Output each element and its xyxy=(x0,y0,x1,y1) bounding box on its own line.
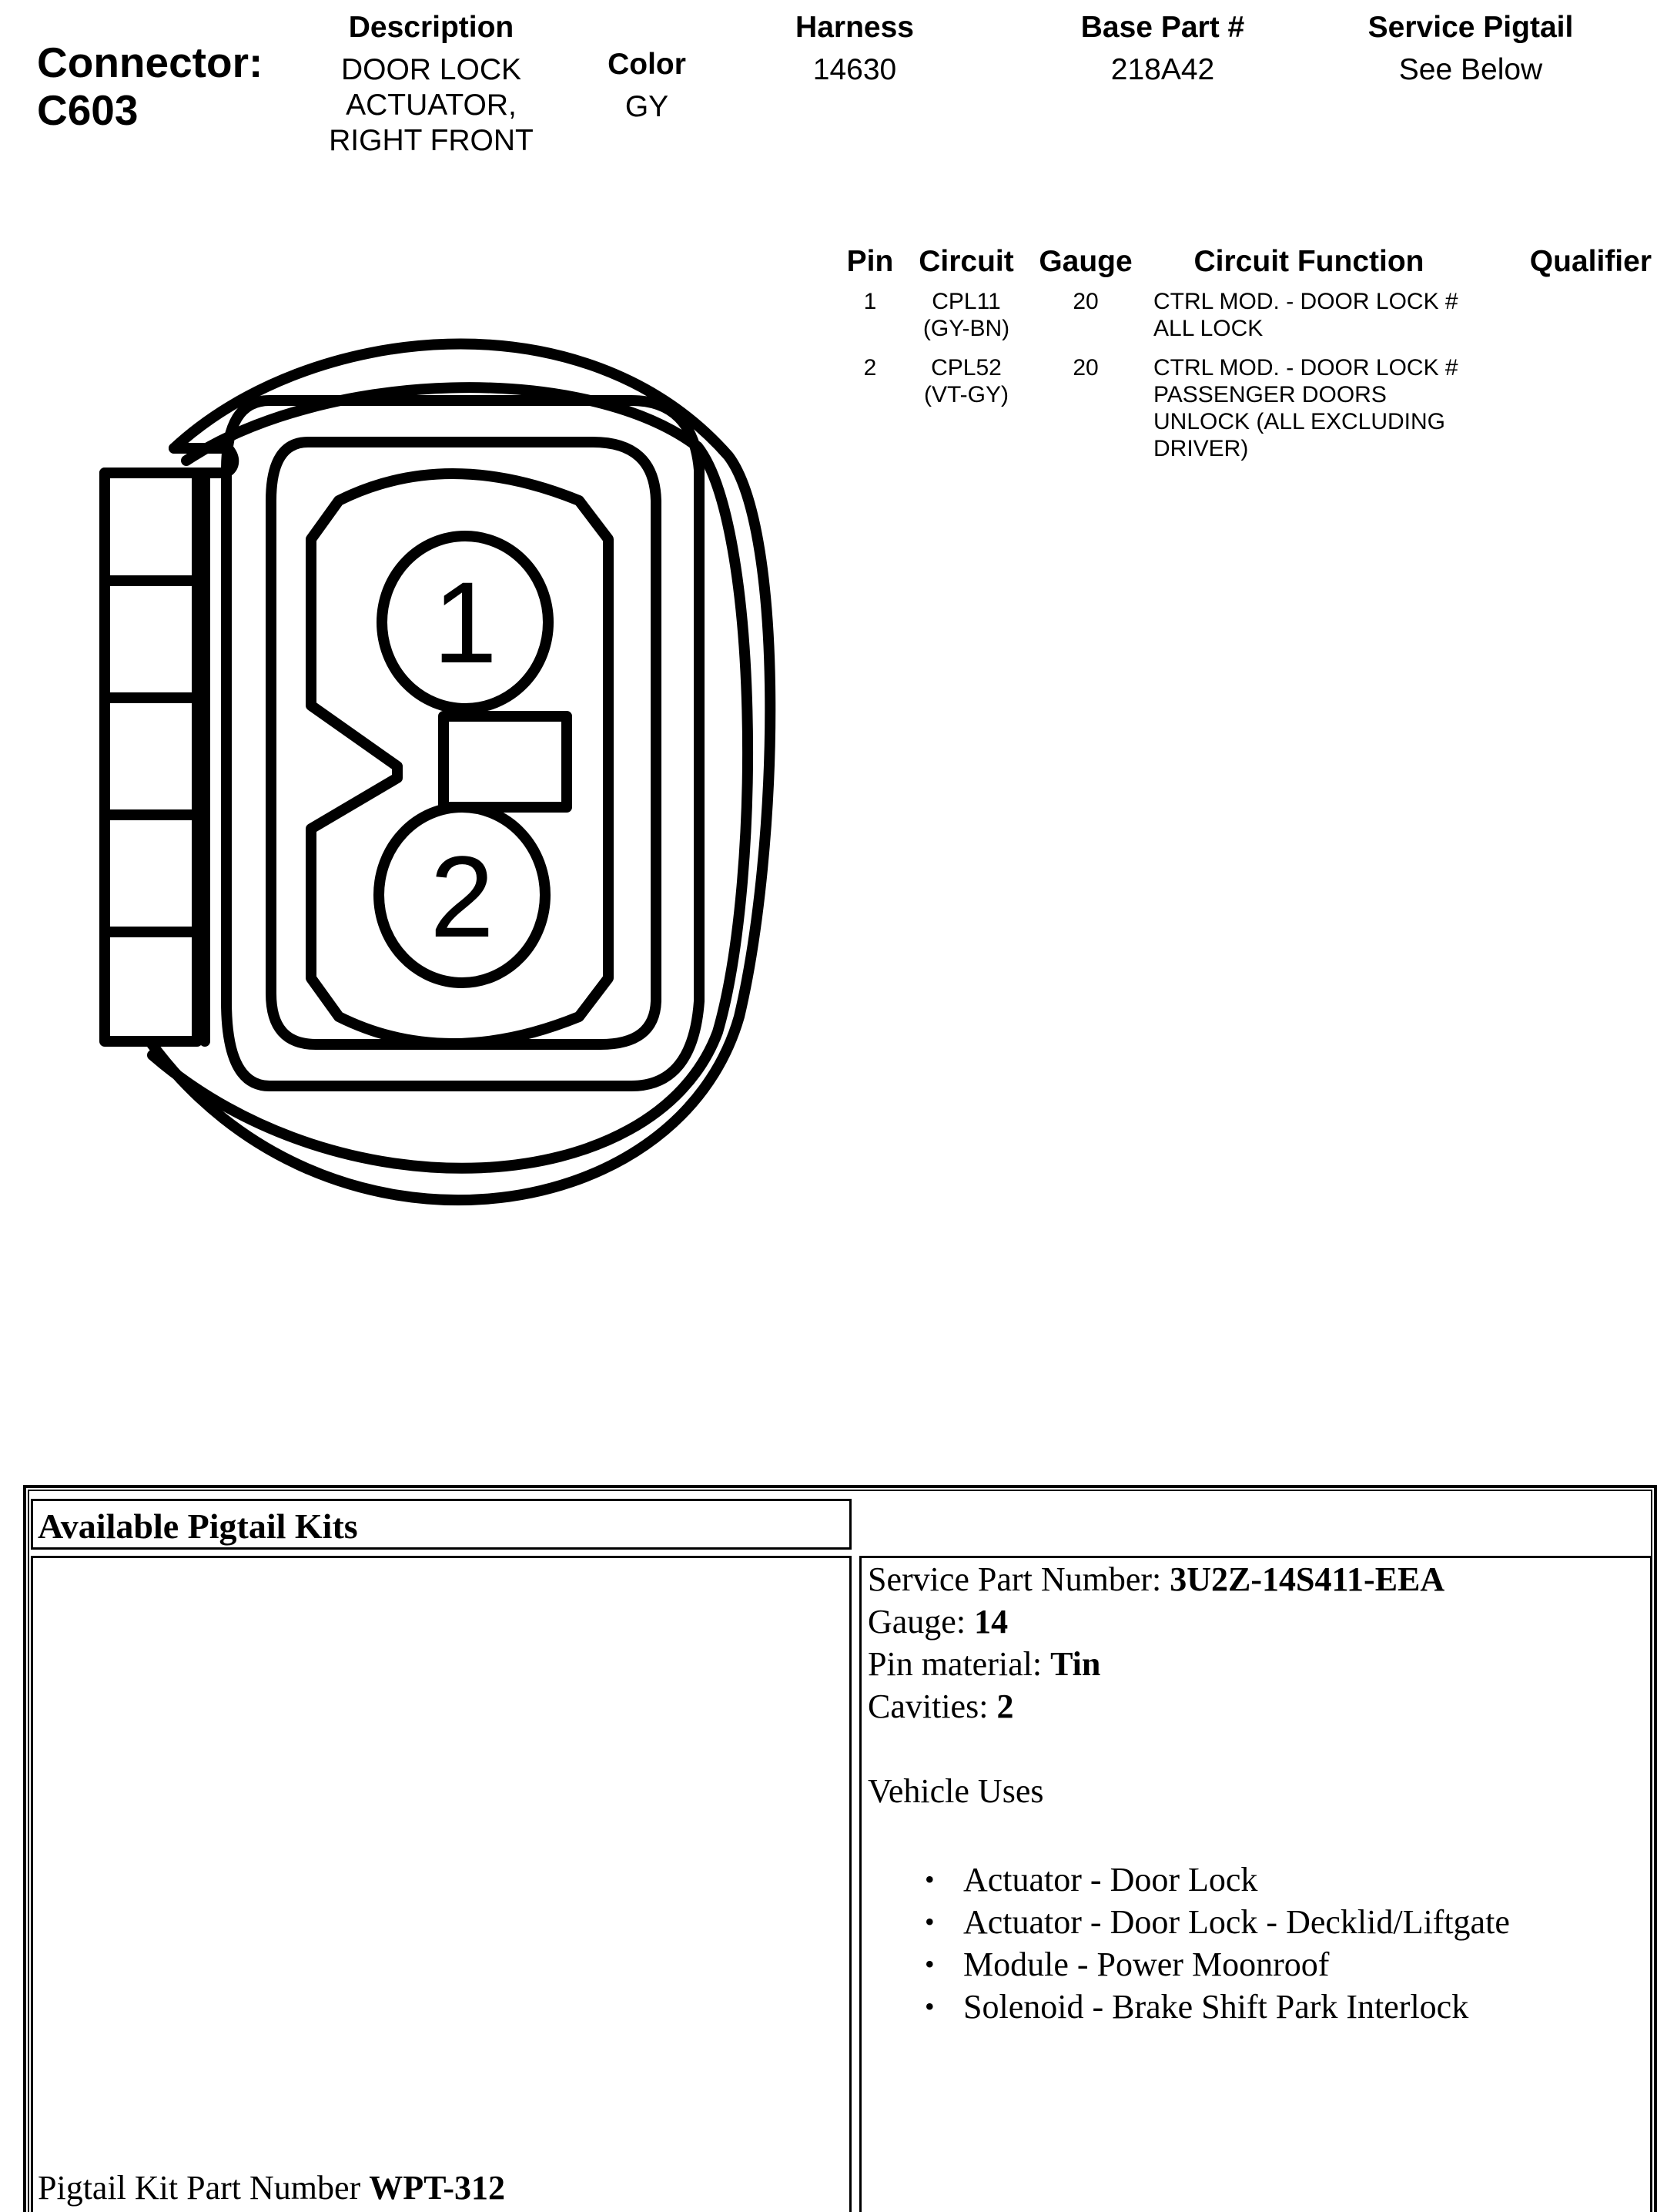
base-part-label: Base Part # xyxy=(1080,11,1245,44)
cavities-label: Cavities: xyxy=(868,1687,997,1725)
kit-part-number xyxy=(38,2167,505,2209)
circuit-id: CPL52 xyxy=(931,355,1002,380)
gauge-row xyxy=(868,1600,1645,1643)
circuit-col-header: Circuit xyxy=(919,245,1014,278)
circuit-color: (VT-GY) xyxy=(924,382,1009,407)
gauge-label: Gauge: xyxy=(868,1603,975,1641)
service-pigtail-value: See Below xyxy=(1398,53,1543,86)
service-part-number xyxy=(868,1558,1645,1600)
base-part-column xyxy=(1047,11,1278,88)
description-label: Description xyxy=(348,11,514,44)
harness-value: 14630 xyxy=(812,53,897,86)
description-line: ACTUATOR, xyxy=(346,89,517,122)
function-line: ALL LOCK xyxy=(1153,316,1264,341)
vehicle-uses-label: Vehicle Uses xyxy=(868,1772,1044,1810)
function-line: CTRL MOD. - DOOR LOCK # xyxy=(1153,289,1458,314)
housing-notch xyxy=(105,448,233,473)
circuit-id: CPL11 xyxy=(932,289,1001,314)
connector-id: C603 xyxy=(37,86,139,134)
service-pigtail-label: Service Pigtail xyxy=(1367,11,1574,44)
gauge-value: 14 xyxy=(974,1603,1009,1641)
service-part-value: 3U2Z-14S411-EEA xyxy=(1170,1560,1445,1598)
cavities-value: 2 xyxy=(996,1687,1014,1725)
vehicle-uses-list xyxy=(911,1858,1645,2028)
pin-number: 2 xyxy=(863,355,877,380)
description-line: RIGHT FRONT xyxy=(329,124,534,157)
function-line: CTRL MOD. - DOOR LOCK # xyxy=(1153,355,1458,380)
color-label: Color xyxy=(608,48,686,81)
base-part-value: 218A42 xyxy=(1110,53,1215,86)
cavities-row xyxy=(868,1685,1645,1728)
vehicle-use-item: • Actuator - Door Lock xyxy=(911,1858,1645,1901)
circuit-color: (GY-BN) xyxy=(922,316,1010,341)
function-cell xyxy=(1153,288,1492,342)
kit-part-value: WPT-312 xyxy=(369,2169,506,2207)
pin-row xyxy=(839,354,1655,470)
service-pigtail-column xyxy=(1340,11,1602,88)
qualifier-col-header: Qualifier xyxy=(1529,245,1652,278)
function-line: PASSENGER DOORS xyxy=(1153,382,1387,407)
polarizing-key xyxy=(444,716,567,807)
kit-part-label: Pigtail Kit Part Number xyxy=(38,2169,370,2207)
pigtail-title: Available Pigtail Kits xyxy=(38,1507,358,1546)
circuit-cell xyxy=(909,288,1024,342)
pin-table xyxy=(839,245,1655,476)
pin-col-header: Pin xyxy=(846,245,894,278)
pin-2-label: 2 xyxy=(430,832,494,961)
gauge-cell: 20 xyxy=(1073,289,1099,314)
function-line: UNLOCK (ALL EXCLUDING xyxy=(1153,409,1445,434)
vehicle-use-item: • Solenoid - Brake Shift Park Interlock xyxy=(911,1986,1645,2028)
pigtail-title-cell xyxy=(31,1499,852,1550)
color-value: GY xyxy=(624,90,669,123)
pin-material-row xyxy=(868,1643,1645,1685)
connector-face-diagram xyxy=(0,0,847,1271)
pigtail-details xyxy=(868,1558,1645,2028)
pin-material-value: Tin xyxy=(1050,1645,1101,1683)
connector-label: Connector: xyxy=(37,39,263,86)
pin-number: 1 xyxy=(863,289,877,314)
pin-row xyxy=(839,288,1655,357)
pigtail-details-cell xyxy=(859,1556,1652,2212)
function-col-header: Circuit Function xyxy=(1193,245,1424,278)
gauge-col-header: Gauge xyxy=(1039,245,1133,278)
pin-1-label: 1 xyxy=(433,558,497,687)
circuit-cell xyxy=(909,354,1024,408)
pigtail-image-cell xyxy=(31,1556,852,2212)
pin-material-label: Pin material: xyxy=(868,1645,1051,1683)
service-part-label: Service Part Number: xyxy=(868,1560,1170,1598)
function-line: DRIVER) xyxy=(1153,436,1249,461)
description-line: DOOR LOCK xyxy=(340,53,522,86)
vehicle-use-item: • Actuator - Door Lock - Decklid/Liftgate xyxy=(911,1901,1645,1943)
gauge-cell: 20 xyxy=(1073,355,1099,380)
function-cell xyxy=(1153,354,1492,462)
harness-label: Harness xyxy=(795,11,914,44)
locking-tab xyxy=(105,473,197,1041)
vehicle-use-item: • Module - Power Moonroof xyxy=(911,1943,1645,1986)
